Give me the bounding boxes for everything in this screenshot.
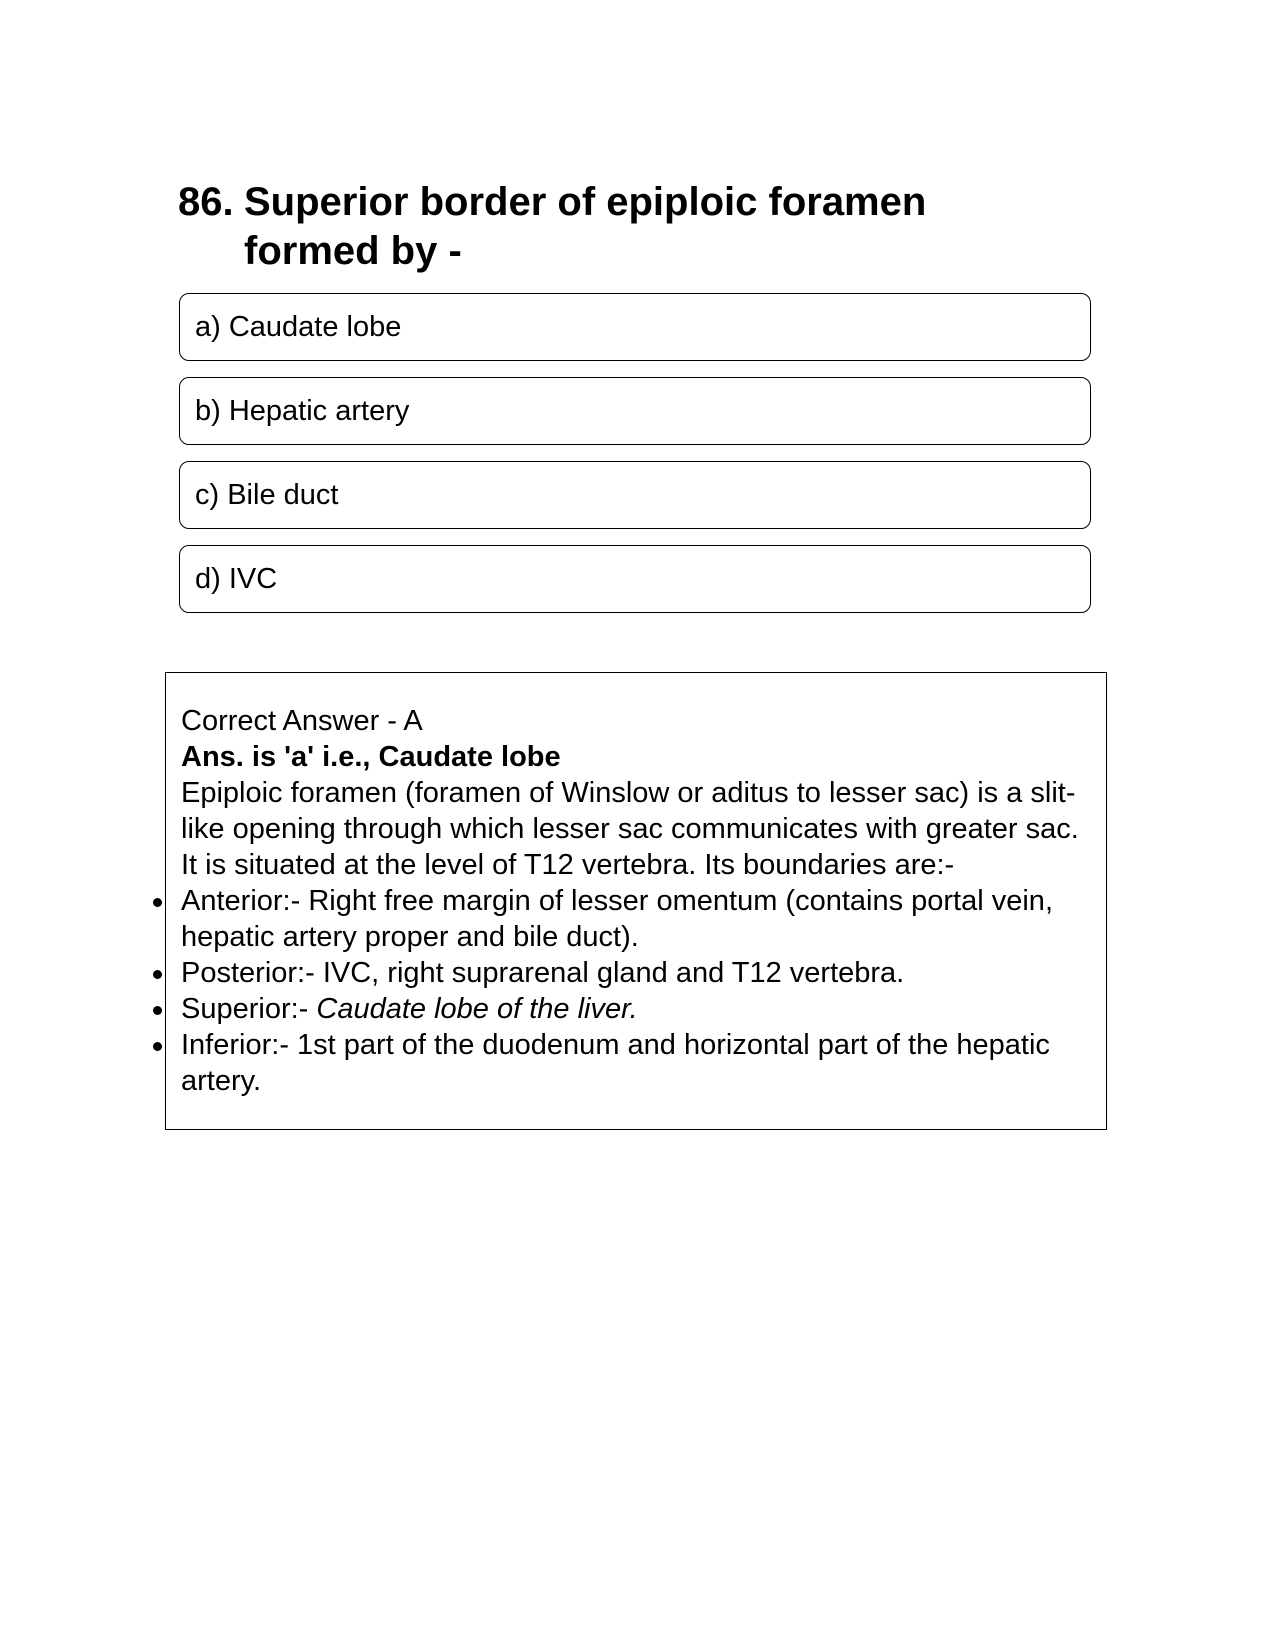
correct-answer-line: Correct Answer - A bbox=[181, 705, 423, 737]
bullet-label: Posterior:- bbox=[181, 957, 323, 989]
bullet-text: Caudate lobe of the liver. bbox=[316, 993, 638, 1025]
answer-explanation-box bbox=[165, 672, 1107, 1130]
question-heading bbox=[178, 178, 978, 276]
option-d[interactable]: d) IVC bbox=[179, 545, 1091, 613]
bullet-label: Superior:- bbox=[181, 993, 317, 1025]
answer-heading: Ans. is 'a' i.e., Caudate lobe bbox=[181, 741, 561, 773]
list-item bbox=[181, 991, 1092, 1027]
bullet-label: Inferior:- bbox=[181, 1029, 298, 1061]
option-a[interactable]: a) Caudate lobe bbox=[179, 293, 1091, 361]
bullet-label: Anterior:- bbox=[181, 885, 309, 917]
bullet-text: 1st part of the duodenum and horizontal part of the hepatic artery. bbox=[181, 1029, 1050, 1097]
options-list bbox=[179, 293, 1091, 629]
question-number: 86. bbox=[178, 180, 234, 224]
question-text: Superior border of epiploic foramen formed by - bbox=[244, 180, 927, 273]
boundaries-list bbox=[181, 883, 1092, 1099]
answer-intro: Epiploic foramen (foramen of Winslow or aditus to lesser sac) is a slit-like opening through which lesser sac communicates with greater sac. It is situated at the level of T12 vertebra. Its boundaries are:- bbox=[181, 777, 1079, 881]
list-item bbox=[181, 955, 1092, 991]
bullet-text: Right free margin of lesser omentum (contains portal vein, hepatic artery proper and bile duct). bbox=[181, 885, 1053, 953]
bullet-text: IVC, right suprarenal gland and T12 vertebra. bbox=[322, 957, 905, 989]
option-c[interactable]: c) Bile duct bbox=[179, 461, 1091, 529]
option-b[interactable]: b) Hepatic artery bbox=[179, 377, 1091, 445]
list-item bbox=[181, 1027, 1092, 1099]
list-item bbox=[181, 883, 1092, 955]
